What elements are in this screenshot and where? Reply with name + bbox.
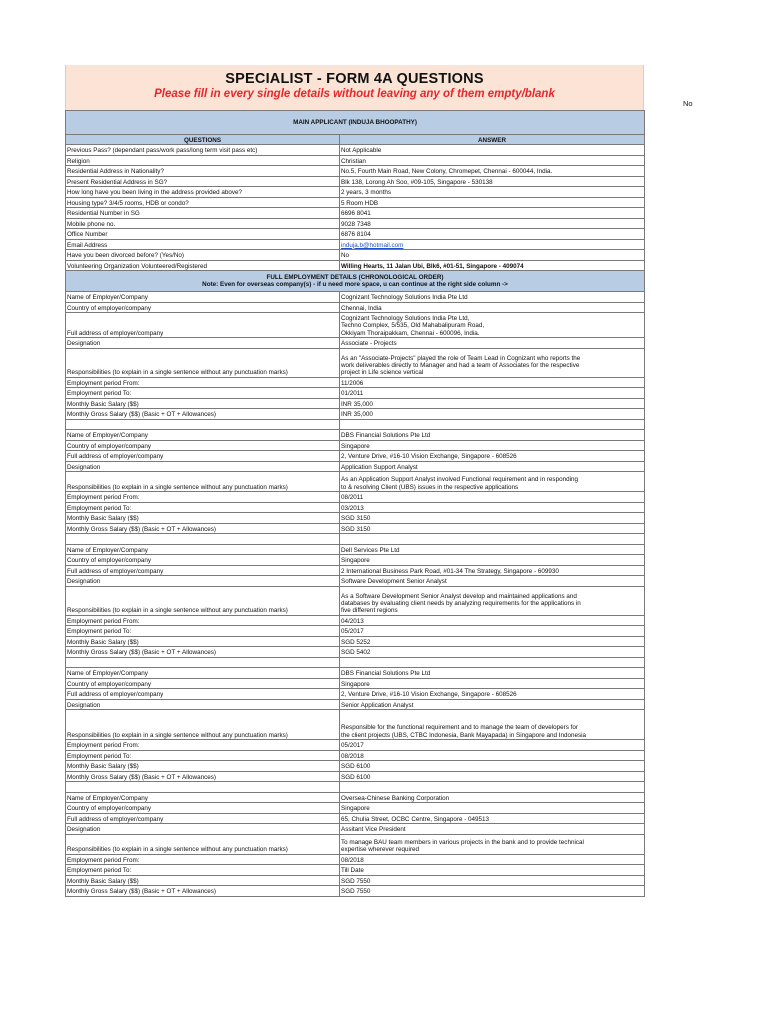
country-row (66, 302, 645, 313)
personal-row (66, 218, 645, 229)
answer-cell: SGD 6100 (340, 771, 645, 782)
answer-cell: 9028 7348 (340, 218, 645, 229)
question-cell: Housing type? 3/4/5 rooms, HDB or condo? (66, 197, 340, 208)
question-cell: Email Address (66, 239, 340, 250)
answer-cell: Blk 138, Lorong Ah Soo, #09-105, Singapore - 530138 (340, 176, 645, 187)
answer-cell: 04/2013 (340, 615, 645, 626)
employer-row (66, 430, 645, 441)
main-applicant-header-cell: MAIN APPLICANT (INDUJA BHOOPATHY) (66, 111, 645, 135)
gross-salary-row (66, 523, 645, 534)
question-cell: Residential Address in Nationality? (66, 166, 340, 177)
to-row (66, 865, 645, 876)
country-row (66, 803, 645, 814)
address-row (66, 451, 645, 462)
gross-salary-row (66, 647, 645, 658)
question-cell: Employment period To: (66, 626, 340, 637)
country-row (66, 440, 645, 451)
answer-cell: DBS Financial Solutions Pte Ltd (340, 430, 645, 441)
answer-cell: SGD 7550 (340, 875, 645, 886)
basic-salary-row (66, 636, 645, 647)
employer-row (66, 292, 645, 303)
answer-cell: Willing Hearts, 11 Jalan Ubi, Blk6, #01-51, Singapore - 409074 (340, 260, 645, 271)
responsibilities-row (66, 710, 645, 740)
from-row (66, 492, 645, 503)
answer-cell: INR 35,000 (340, 398, 645, 409)
designation-row (66, 576, 645, 587)
country-row (66, 555, 645, 566)
answer-cell: SGD 5252 (340, 636, 645, 647)
answer-cell: Associate - Projects (340, 338, 645, 349)
employer-row (66, 668, 645, 679)
question-cell: Monthly Gross Salary ($$) (Basic + OT + Allowances) (66, 523, 340, 534)
responsibilities-row (66, 586, 645, 615)
answer-cell: Singapore (340, 555, 645, 566)
question-cell: Residential Number in SG (66, 208, 340, 219)
answer-cell: SGD 5402 (340, 647, 645, 658)
answer-cell: Cognizant Technology Solutions India Pte Ltd (340, 292, 645, 303)
basic-salary-row (66, 513, 645, 524)
gross-salary-row (66, 771, 645, 782)
to-row (66, 750, 645, 761)
personal-row (66, 187, 645, 198)
answer-cell: 08/2011 (340, 492, 645, 503)
employment-header (66, 271, 645, 292)
designation-row (66, 699, 645, 710)
from-row (66, 615, 645, 626)
blank-row (66, 782, 645, 793)
personal-row (66, 260, 645, 271)
responsibilities-row (66, 834, 645, 854)
employer-row (66, 544, 645, 555)
designation-row (66, 824, 645, 835)
personal-row (66, 166, 645, 177)
answer-cell: SGD 3150 (340, 513, 645, 524)
question-cell: Responsibilities (to explain in a single sentence without any punctuation marks) (66, 472, 340, 492)
answer-cell: Singapore (340, 678, 645, 689)
answer-cell: Assitant Vice President (340, 824, 645, 835)
question-cell: Name of Employer/Company (66, 292, 340, 303)
answer-cell: As a Software Development Senior Analyst develop and maintained applications and databases by evaluating client needs by analyzing requirements for the applications in five different regions (340, 586, 645, 615)
blank-row (66, 657, 645, 668)
answer-cell: 05/2017 (340, 626, 645, 637)
answer-cell: 01/2011 (340, 388, 645, 399)
question-cell: Name of Employer/Company (66, 544, 340, 555)
answer-cell: 5 Room HDB (340, 197, 645, 208)
question-cell: Designation (66, 338, 340, 349)
question-cell: Monthly Basic Salary ($$) (66, 513, 340, 524)
answer-cell: Application Support Analyst (340, 461, 645, 472)
blank-row (66, 534, 645, 545)
address-row (66, 565, 645, 576)
basic-salary-row (66, 875, 645, 886)
column-headers (66, 135, 645, 145)
question-cell: Name of Employer/Company (66, 792, 340, 803)
answer-cell: DBS Financial Solutions Pte Ltd (340, 668, 645, 679)
question-cell: How long have you been living in the address provided above? (66, 187, 340, 198)
answer-cell: Singapore (340, 440, 645, 451)
question-cell: Name of Employer/Company (66, 430, 340, 441)
to-row (66, 626, 645, 637)
blank-cell (340, 534, 645, 545)
answer-cell: 2, Venture Drive, #16-10 Vision Exchange, Singapore - 608526 (340, 451, 645, 462)
to-row (66, 388, 645, 399)
address-row (66, 313, 645, 338)
question-cell: Monthly Gross Salary ($$) (Basic + OT + Allowances) (66, 647, 340, 658)
question-cell: Employment period From: (66, 854, 340, 865)
address-row (66, 813, 645, 824)
answer-cell: No.5, Fourth Main Road, New Colony, Chromepet, Chennai - 600044, India. (340, 166, 645, 177)
main-applicant-header (66, 111, 645, 135)
answer-cell: 05/2017 (340, 740, 645, 751)
address-row (66, 689, 645, 700)
from-row (66, 740, 645, 751)
answer-cell: 6696 8041 (340, 208, 645, 219)
question-cell: Country of employer/company (66, 678, 340, 689)
responsibilities-row (66, 348, 645, 377)
designation-row (66, 338, 645, 349)
personal-row (66, 208, 645, 219)
question-cell: Name of Employer/Company (66, 668, 340, 679)
question-cell: Country of employer/company (66, 440, 340, 451)
blank-cell (66, 419, 340, 430)
answer-cell: SGD 6100 (340, 761, 645, 772)
answer-cell: As an "Associate-Projects" played the role of Team Lead in Cognizant who reports the work deliverables directly to Manager and had a team of Associates for the respective project in Life science vertical (340, 348, 645, 377)
employer-row (66, 792, 645, 803)
answer-cell: Not Applicable (340, 145, 645, 156)
personal-row (66, 176, 645, 187)
question-cell: Full address of employer/company (66, 451, 340, 462)
answer-cell: Dell Services Pte Ltd (340, 544, 645, 555)
question-cell: Designation (66, 461, 340, 472)
country-row (66, 678, 645, 689)
blank-cell (66, 534, 340, 545)
answer-cell: 03/2013 (340, 502, 645, 513)
designation-row (66, 461, 645, 472)
personal-row (66, 239, 645, 250)
question-cell: Responsibilities (to explain in a single sentence without any punctuation marks) (66, 586, 340, 615)
title-block (65, 65, 644, 110)
answer-cell: Responsible for the functional requirement and to manage the team of developers for the client projects (UBS, CTBC Indonesia, Bank Mayapada) in Singapore and Indonesia (340, 710, 645, 740)
answer-cell: Cognizant Technology Solutions India Pte Ltd, Techno Complex, 5/535, Old Mahabalipuram Road, Okkiyam Thoraipakkam, Chennai - 600096, India. (340, 313, 645, 338)
question-cell: Religion (66, 155, 340, 166)
employment-header-cell: FULL EMPLOYMENT DETAILS (CHRONOLOGICAL ORDER) Note: Even for overseas company(s) - if u need more space, u can continue at the right side column -> (66, 271, 645, 292)
answer-cell: 65, Chulia Street, OCBC Centre, Singapore - 049513 (340, 813, 645, 824)
question-cell: Full address of employer/company (66, 689, 340, 700)
answer-cell: Singapore (340, 803, 645, 814)
form-table (65, 110, 645, 897)
answer-cell: 2 International Business Park Road, #01-34 The Strategy, Singapore - 609930 (340, 565, 645, 576)
answer-cell: 08/2018 (340, 750, 645, 761)
question-cell: Designation (66, 576, 340, 587)
question-cell: Country of employer/company (66, 555, 340, 566)
question-cell: Responsibilities (to explain in a single sentence without any punctuation marks) (66, 710, 340, 740)
gross-salary-row (66, 886, 645, 897)
answer-cell: Till Date (340, 865, 645, 876)
form-subtitle: Please fill in every single details without leaving any of them empty/blank (154, 88, 555, 100)
question-cell: Full address of employer/company (66, 813, 340, 824)
answer-cell: 11/2006 (340, 377, 645, 388)
question-cell: Monthly Basic Salary ($$) (66, 875, 340, 886)
personal-row (66, 197, 645, 208)
personal-row (66, 145, 645, 156)
question-cell: Responsibilities (to explain in a single sentence without any punctuation marks) (66, 348, 340, 377)
to-row (66, 502, 645, 513)
question-cell: Office Number (66, 229, 340, 240)
question-cell: Employment period To: (66, 750, 340, 761)
question-cell: Employment period From: (66, 740, 340, 751)
personal-row (66, 250, 645, 261)
form-title: SPECIALIST - FORM 4A QUESTIONS (225, 71, 484, 87)
question-cell: Monthly Gross Salary ($$) (Basic + OT + Allowances) (66, 409, 340, 420)
question-cell: Employment period From: (66, 615, 340, 626)
answer-cell: Chennai, India (340, 302, 645, 313)
answer-cell: SGD 3150 (340, 523, 645, 534)
answer-cell: Software Development Senior Analyst (340, 576, 645, 587)
blank-cell (340, 419, 645, 430)
answer-cell: To manage BAU team members in various projects in the bank and to provide technical expertise wherever required (340, 834, 645, 854)
answer-cell: 6876 8104 (340, 229, 645, 240)
question-cell: Employment period From: (66, 492, 340, 503)
question-cell: Designation (66, 699, 340, 710)
answer-cell: 2, Venture Drive, #16-10 Vision Exchange, Singapore - 608526 (340, 689, 645, 700)
answer-cell (340, 239, 645, 250)
answer-cell: As an Application Support Analyst involved Functional requirement and in responding to & resolving Client (UBS) issues in the respective applications (340, 472, 645, 492)
question-cell: Country of employer/company (66, 803, 340, 814)
gross-salary-row (66, 409, 645, 420)
email-link[interactable]: induja.b@hotmail.com (341, 241, 404, 249)
blank-cell (340, 657, 645, 668)
answer-cell: INR 35,000 (340, 409, 645, 420)
basic-salary-row (66, 761, 645, 772)
question-cell: Full address of employer/company (66, 313, 340, 338)
form-sheet (65, 65, 644, 897)
blank-cell (66, 657, 340, 668)
from-row (66, 854, 645, 865)
question-cell: Employment period To: (66, 388, 340, 399)
question-cell: Present Residential Address in SG? (66, 176, 340, 187)
answer-cell: Senior Application Analyst (340, 699, 645, 710)
question-cell: Responsibilities (to explain in a single sentence without any punctuation marks) (66, 834, 340, 854)
question-cell: Employment period From: (66, 377, 340, 388)
question-cell: Monthly Basic Salary ($$) (66, 636, 340, 647)
answer-cell: Oversea-Chinese Banking Corporation (340, 792, 645, 803)
question-cell: Have you been divorced before? (Yes/No) (66, 250, 340, 261)
blank-cell (340, 782, 645, 793)
answer-header: ANSWER (340, 135, 645, 145)
answer-cell: 2 years, 3 months (340, 187, 645, 198)
question-cell: Monthly Basic Salary ($$) (66, 761, 340, 772)
question-cell: Volunteering Organization Volunteered/Registered (66, 260, 340, 271)
question-cell: Employment period To: (66, 865, 340, 876)
from-row (66, 377, 645, 388)
personal-row (66, 155, 645, 166)
answer-cell: SGD 7550 (340, 886, 645, 897)
answer-cell: 08/2018 (340, 854, 645, 865)
question-cell: Country of employer/company (66, 302, 340, 313)
question-cell: Monthly Gross Salary ($$) (Basic + OT + Allowances) (66, 886, 340, 897)
question-cell: Employment period To: (66, 502, 340, 513)
blank-cell (66, 782, 340, 793)
question-cell: Previous Pass? (dependant pass/work pass/long term visit pass etc) (66, 145, 340, 156)
question-cell: Full address of employer/company (66, 565, 340, 576)
questions-header: QUESTIONS (66, 135, 340, 145)
personal-row (66, 229, 645, 240)
answer-cell: No (340, 250, 645, 261)
question-cell: Monthly Gross Salary ($$) (Basic + OT + Allowances) (66, 771, 340, 782)
question-cell: Mobile phone no. (66, 218, 340, 229)
question-cell: Designation (66, 824, 340, 835)
answer-cell: Christian (340, 155, 645, 166)
question-cell: Monthly Basic Salary ($$) (66, 398, 340, 409)
responsibilities-row (66, 472, 645, 492)
side-note: No (683, 99, 693, 108)
basic-salary-row (66, 398, 645, 409)
blank-row (66, 419, 645, 430)
